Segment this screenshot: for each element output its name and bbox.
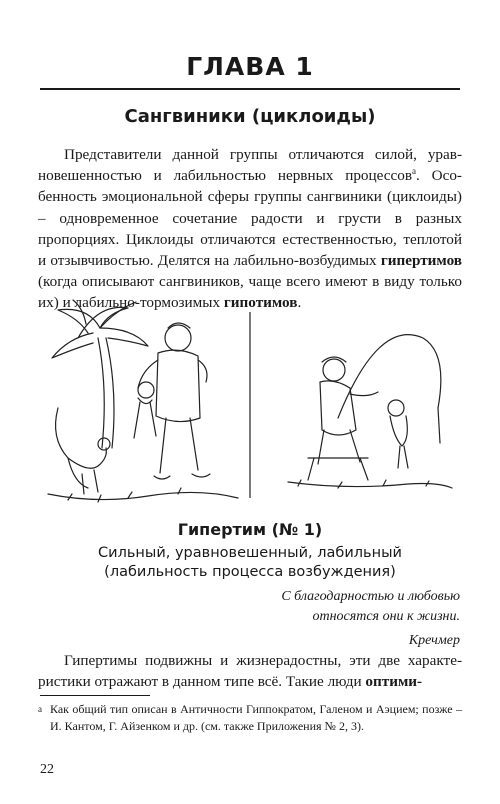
epigraph-line-2: относятся они к жизни.	[312, 609, 460, 624]
term-optimists: оптими-	[365, 673, 423, 691]
chapter-rule	[40, 88, 460, 90]
left-sketch	[48, 300, 238, 502]
para2-text: Гипертимы подвижны и жизнерадостны, эти две характеристики отражают в данном типе всё. Такие люди	[38, 652, 462, 691]
footnote	[38, 701, 462, 735]
epigraph-line-1: С благодарностью и любовью	[281, 589, 460, 604]
intro-text-4: .	[297, 294, 302, 312]
intro-paragraph	[38, 144, 462, 314]
term-hypertims: гипертимов	[380, 252, 462, 270]
footnote-text: Как общий тип описан в Античности Гиппократом, Галеном и Аэцием; позже – И. Кантом, Г. Айзенком и др. (см. также Приложения № 2, 3).	[50, 702, 462, 733]
right-sketch	[288, 335, 452, 488]
footnote-reference: a	[412, 166, 417, 177]
illustration	[38, 298, 462, 512]
page-number: 22	[40, 762, 54, 777]
subsection-subtitle	[0, 544, 500, 582]
footnote-rule	[40, 695, 150, 696]
subtitle-line-1: Сильный, уравновешенный, лабильный	[98, 545, 402, 561]
section-title: Сангвиники (циклоиды)	[124, 106, 376, 127]
chapter-title: ГЛАВА 1	[186, 52, 314, 81]
epigraph-author: Кречмер	[408, 633, 460, 648]
subsection-title: Гипертим (№ 1)	[177, 520, 323, 539]
intro-text-3: (когда описывают сангвиников, чаще всего имеют в виду только их) и лабильно-тормозимых	[38, 273, 462, 312]
footnote-mark: a	[38, 704, 42, 714]
epigraph	[200, 587, 460, 651]
subtitle-line-2: (лабильность процесса возбуждения)	[104, 564, 396, 580]
intro-text-1: Представители данной группы отличаются силой, уравновешенностью и лабильностью нервных процессов	[38, 146, 462, 185]
body-paragraph	[38, 650, 462, 692]
intro-text-2: . Особенность эмоциональной сферы группы сангвиники (циклоиды) – одновременное сочетание радости и грусти в разных пропорциях. Циклоиды отличаются естественностью, теплотой и отзывчивостью. Делятся на лабильно-возбудимых	[38, 167, 462, 270]
term-hypotims: гипотимов	[223, 294, 298, 312]
